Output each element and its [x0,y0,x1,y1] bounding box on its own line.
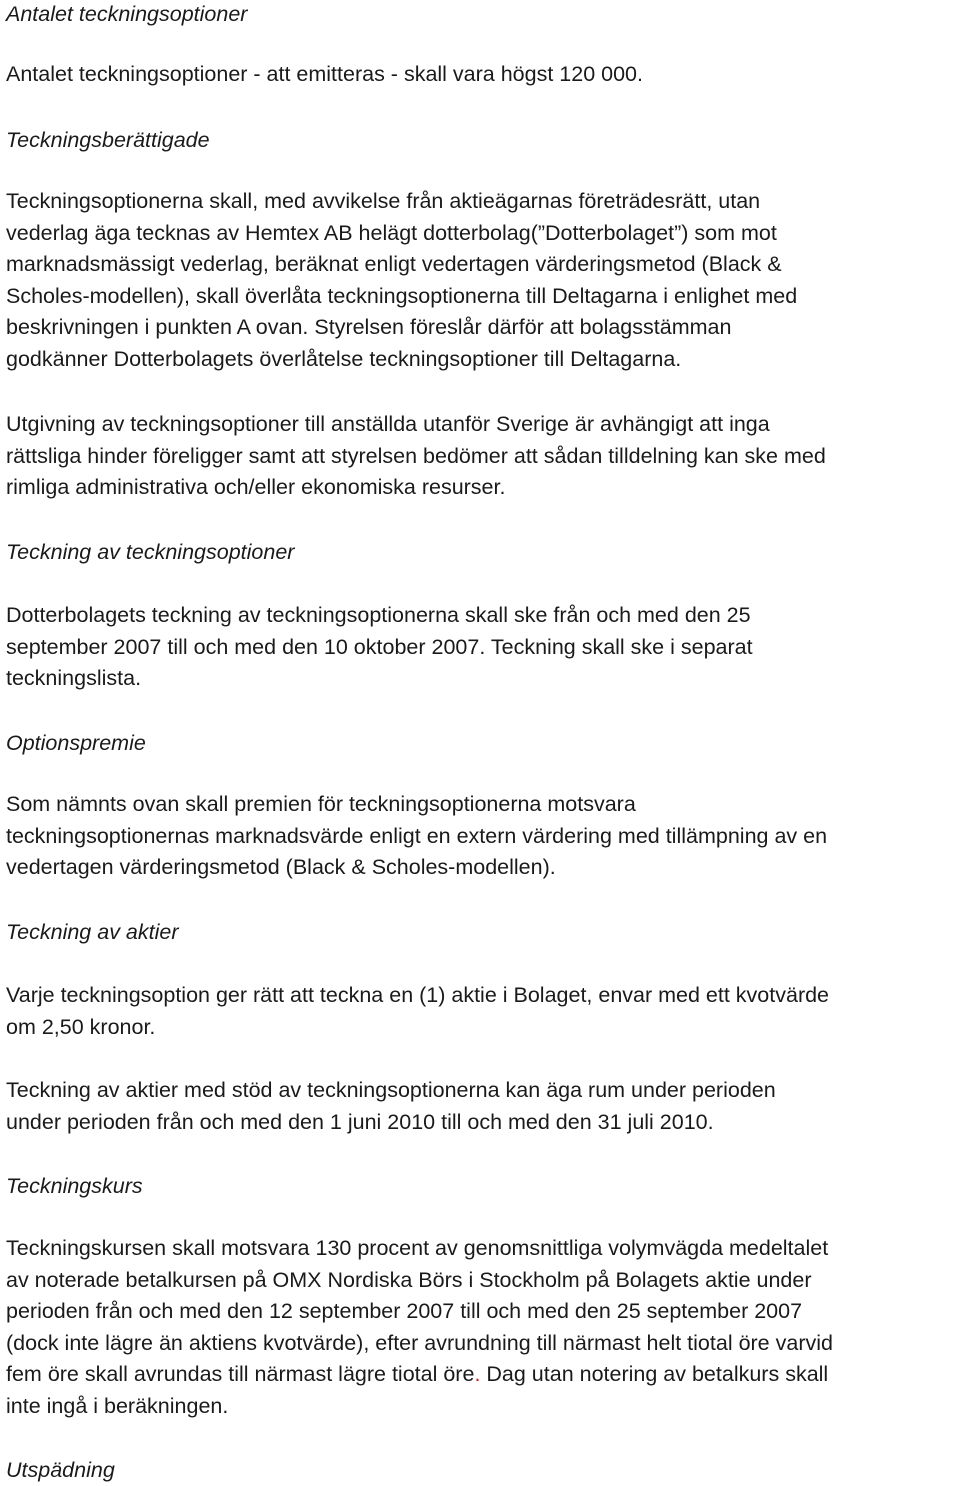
text-line: Teckningsoptionerna skall, med avvikelse från aktieägarnas företrädesrätt, utan [6,189,761,213]
text-line: (dock inte lägre än aktiens kvotvärde), efter avrundning till närmast helt tiotal öre varvid [6,1330,833,1355]
text-line: rättsliga hinder föreligger samt att styrelsen bedömer att sådan tilldelning kan ske med [6,443,826,468]
text-line: beskrivningen i punkten A ovan. Styrelsen föreslår därför att bolagsstämman [6,315,732,339]
heading-optionspremie: Optionspremie [6,731,146,755]
paragraph-teckningsberattigade-1 [6,186,958,375]
text-line: om 2,50 kronor. [6,1014,156,1039]
text-line: rimliga administrativa och/eller ekonomiska resurser. [6,475,506,499]
text-line: september 2007 till och med den 10 oktober 2007. Teckning skall ske i separat [6,634,753,659]
paragraph-teckning-av-teckningsoptioner [6,600,958,695]
text-line: Utgivning av teckningsoptioner till anställda utanför Sverige är avhängigt att inga [6,412,770,436]
red-period: . [474,1362,481,1386]
text-line: Teckningskursen skall motsvara 130 procent av genomsnittliga volymvägda medeltalet [6,1236,829,1260]
text-line: vedertagen värderingsmetod (Black & Scholes-modellen). [6,855,556,879]
text-line: Antalet teckningsoptioner - att emitteras - skall vara högst 120 000. [6,62,643,86]
text-line: perioden från och med den 12 september 2007 till och med den 25 september 2007 [6,1299,803,1323]
heading-teckningskurs: Teckningskurs [6,1174,143,1198]
text-line: Som nämnts ovan skall premien för teckningsoptionerna motsvara [6,792,636,816]
text-line: Varje teckningsoption ger rätt att teckna en (1) aktie i Bolaget, envar med ett kvotvärde [6,983,830,1007]
text-line: marknadsmässigt vederlag, beräknat enligt vedertagen värderingsmetod (Black & [6,252,782,276]
paragraph-teckning-av-aktier-1 [6,980,958,1043]
heading-teckning-av-teckningsoptioner: Teckning av teckningsoptioner [6,540,295,564]
heading-teckning-av-aktier: Teckning av aktier [6,920,179,944]
text-line: teckningsoptionernas marknadsvärde enligt en extern värdering med tillämpning av en [6,823,828,848]
text-line: under perioden från och med den 1 juni 2010 till och med den 31 juli 2010. [6,1109,714,1134]
text-line: inte ingå i beräkningen. [6,1393,229,1418]
text-line-with-red-period [6,1359,958,1391]
paragraph-teckningskurs [6,1233,958,1422]
text-segment: fem öre skall avrundas till närmast lägre tiotal öre [6,1362,475,1386]
text-line: av noterade betalkursen på OMX Nordiska Börs i Stockholm på Bolagets aktie under [6,1267,812,1292]
heading-antalet-teckningsoptioner: Antalet teckningsoptioner [6,2,248,26]
text-line: Dotterbolagets teckning av teckningsoptionerna skall ske från och med den 25 [6,603,751,627]
paragraph-teckning-av-aktier-2 [6,1075,958,1138]
text-line: Scholes-modellen), skall överlåta teckningsoptionerna till Deltagarna i enlighet med [6,283,798,308]
text-line: godkänner Dotterbolagets överlåtelse teckningsoptioner till Deltagarna. [6,346,682,371]
text-segment: Dag utan notering av betalkurs skall [480,1362,829,1386]
paragraph-optionspremie [6,789,958,884]
heading-utspadning: Utspädning [6,1458,115,1482]
text-line: teckningslista. [6,666,142,690]
text-line: Teckning av aktier med stöd av teckningsoptionerna kan äga rum under perioden [6,1078,776,1102]
paragraph-antalet [6,59,958,91]
paragraph-teckningsberattigade-2 [6,409,958,504]
text-line: vederlag äga tecknas av Hemtex AB helägt dotterbolag(”Dotterbolaget”) som mot [6,220,777,245]
heading-teckningsberattigade: Teckningsberättigade [6,128,210,152]
